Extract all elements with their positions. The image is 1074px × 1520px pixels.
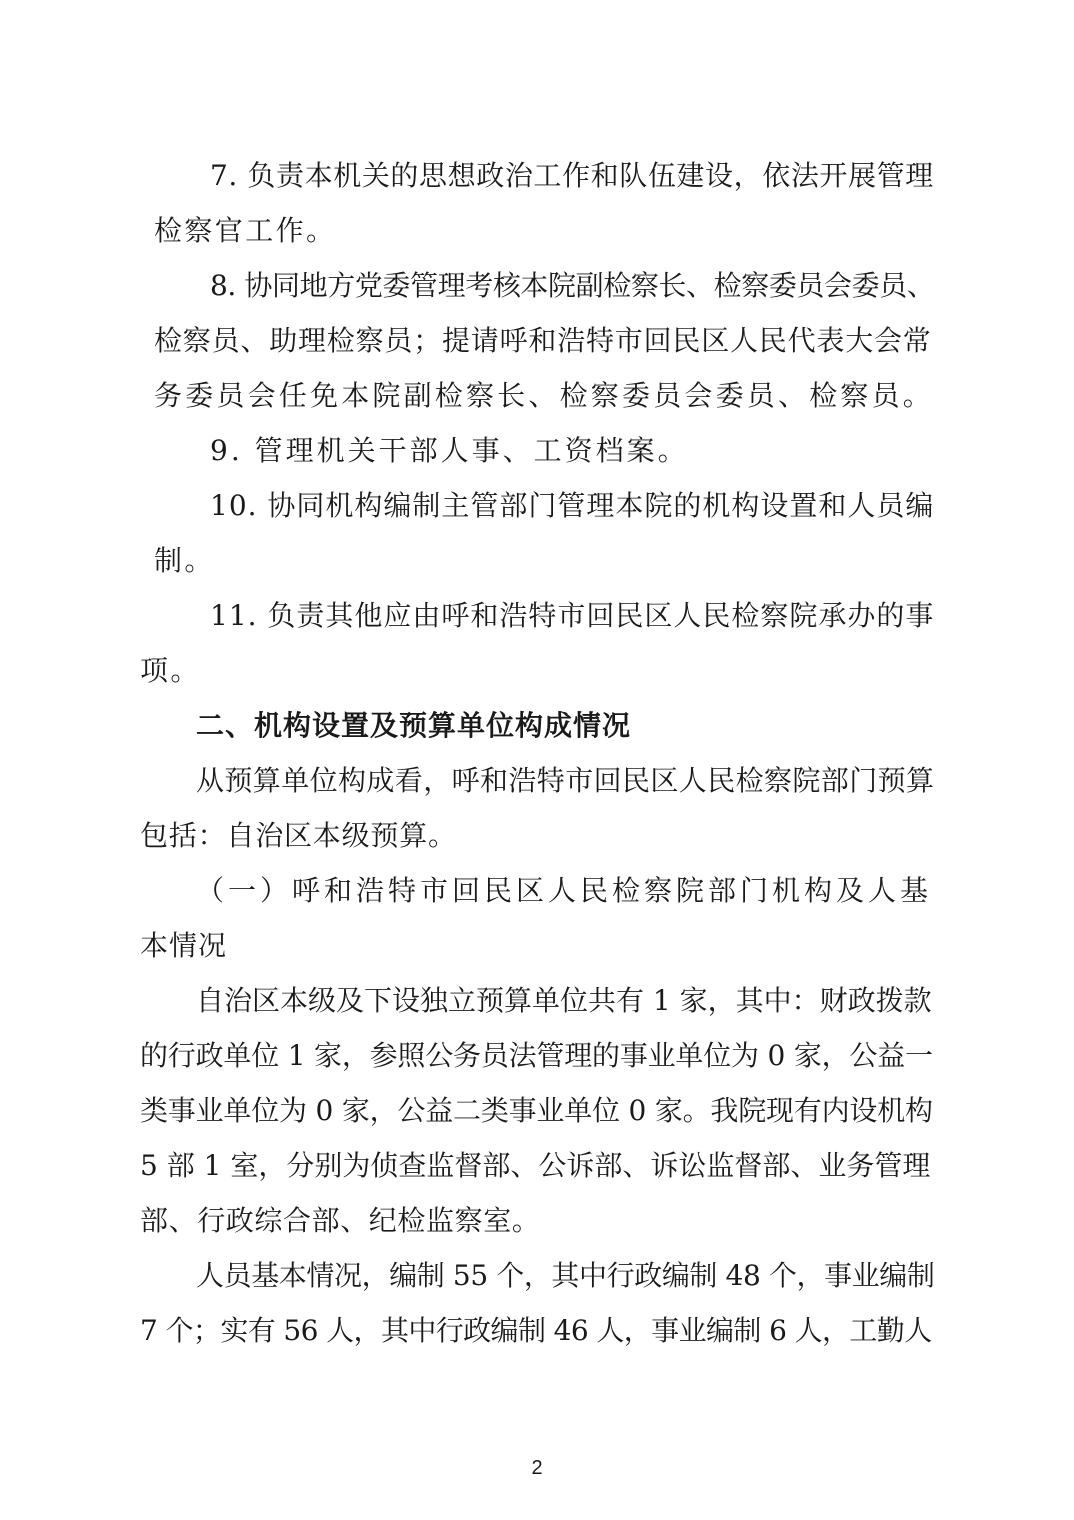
units-para-line-3: 类事业单位为 0 家，公益二类事业单位 0 家。我院现有内设机构 bbox=[140, 1094, 933, 1127]
section-2-heading: 二、机构设置及预算单位构成情况 bbox=[196, 709, 632, 742]
item-11-line-1: 11. 负责其他应由呼和浩特市回民区人民检察院承办的事 bbox=[210, 599, 935, 632]
staff-para-line-1: 人员基本情况，编制 55 个，其中行政编制 48 个，事业编制 bbox=[196, 1259, 935, 1292]
page-number: 2 bbox=[531, 1457, 543, 1479]
item-7-line-2: 检察官工作。 bbox=[154, 214, 337, 247]
section-2-para-line-1: 从预算单位构成看，呼和浩特市回民区人民检察院部门预算 bbox=[196, 764, 935, 797]
item-10-line-2: 制。 bbox=[154, 544, 215, 577]
item-8-line-3: 务委员会任免本院副检察长、检察委员会委员、检察员。 bbox=[154, 379, 935, 412]
item-7-line-1: 7. 负责本机关的思想政治工作和队伍建设，依法开展管理 bbox=[210, 159, 934, 192]
units-para-line-1: 自治区本级及下设独立预算单位共有 1 家，其中：财政拨款 bbox=[196, 984, 932, 1017]
staff-para-line-2: 7 个；实有 56 人，其中行政编制 46 人，事业编制 6 人，工勤人 bbox=[140, 1314, 932, 1347]
section-2-para-line-2: 包括：自治区本级预算。 bbox=[140, 819, 457, 852]
item-9-line-1: 9. 管理机关干部人事、工资档案。 bbox=[210, 434, 689, 467]
subsection-1-heading-line-2: 本情况 bbox=[140, 929, 228, 962]
units-para-line-4: 5 部 1 室，分别为侦查监督部、公诉部、诉讼监督部、业务管理 bbox=[140, 1149, 931, 1182]
units-para-line-2: 的行政单位 1 家，参照公务员法管理的事业单位为 0 家，公益一 bbox=[140, 1039, 933, 1072]
subsection-1-heading-line-1: （一）呼和浩特市回民区人民检察院部门机构及人基 bbox=[196, 874, 933, 907]
item-11-line-2: 项。 bbox=[140, 654, 201, 687]
item-8-line-2: 检察员、助理检察员；提请呼和浩特市回民区人民代表大会常 bbox=[154, 324, 932, 357]
item-8-line-1: 8. 协同地方党委管理考核本院副检察长、检察委员会委员、 bbox=[210, 269, 935, 302]
units-para-line-5: 部、行政综合部、纪检监察室。 bbox=[140, 1204, 541, 1237]
item-10-line-1: 10. 协同机构编制主管部门管理本院的机构设置和人员编 bbox=[210, 489, 935, 522]
